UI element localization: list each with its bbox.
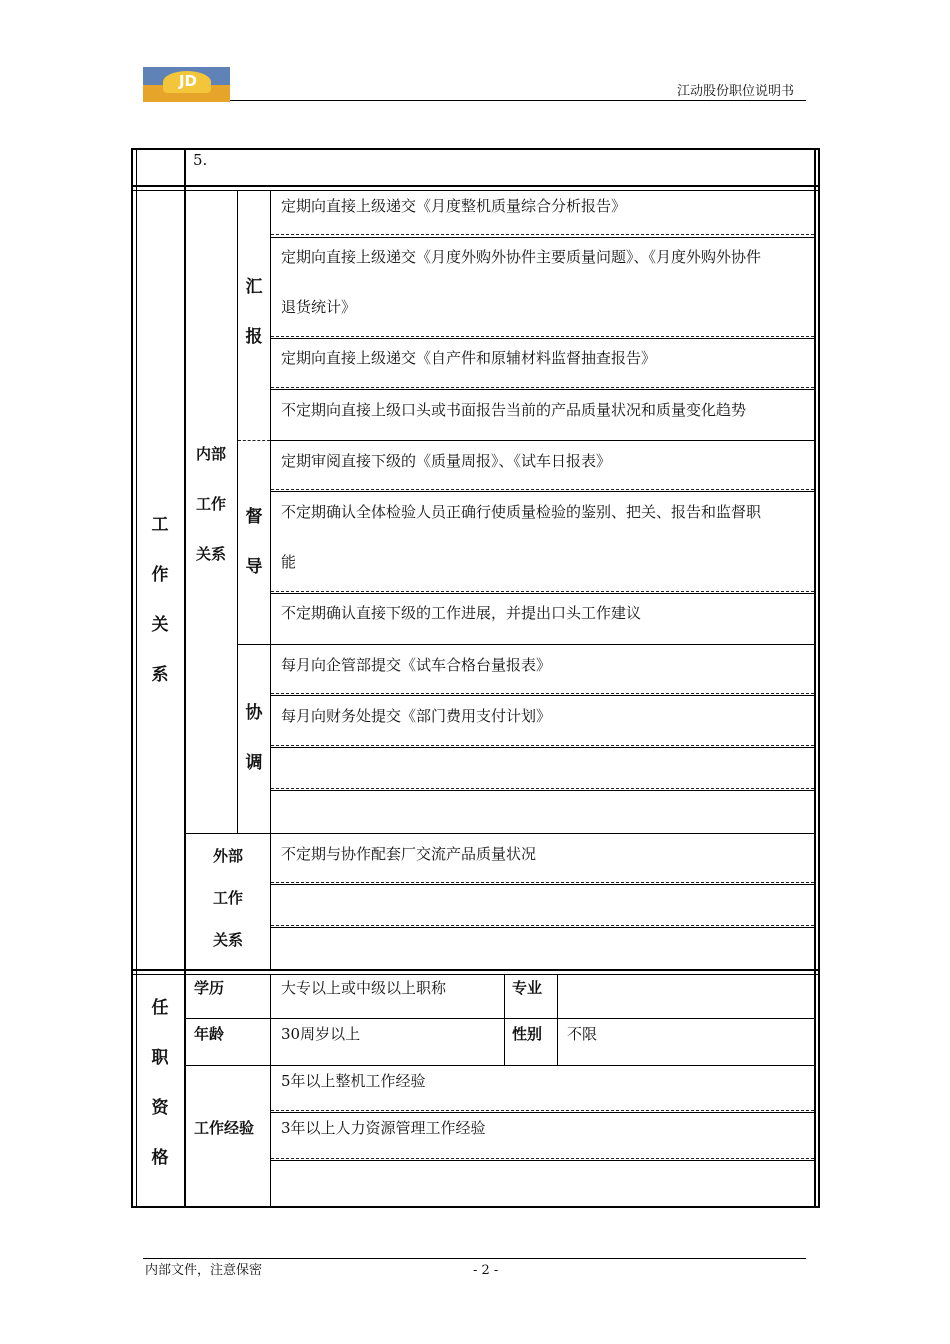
report-label: 汇 报 bbox=[245, 277, 263, 347]
footer-rule bbox=[143, 1258, 806, 1259]
footer-confidential: 内部文件，注意保密 bbox=[145, 1263, 263, 1278]
experience-item-1: 5年以上整机工作经验 bbox=[281, 1072, 426, 1090]
experience-label: 工作经验 bbox=[194, 1119, 255, 1137]
supervise-item-2: 不定期确认全体检验人员正确行使质量检验的鉴别、把关、报告和监督职 bbox=[281, 503, 762, 521]
age-value: 30周岁以上 bbox=[281, 1025, 361, 1043]
qualifications-label: 任 职 资 格 bbox=[151, 998, 169, 1168]
coordinate-item-1: 每月向企管部提交《试车合格台量报表》 bbox=[281, 656, 552, 674]
header-rule bbox=[230, 100, 806, 101]
report-item-3: 定期向直接上级递交《自产件和原辅材料监督抽查报告》 bbox=[281, 349, 657, 367]
coordinate-item-2: 每月向财务处提交《部门费用支付计划》 bbox=[281, 707, 552, 725]
report-item-4: 不定期向直接上级口头或书面报告当前的产品质量状况和质量变化趋势 bbox=[281, 401, 747, 419]
education-label: 学历 bbox=[194, 979, 225, 997]
gender-label: 性别 bbox=[512, 1025, 543, 1043]
education-value: 大专以上或中级以上职称 bbox=[281, 979, 447, 997]
gender-value: 不限 bbox=[567, 1025, 598, 1043]
supervise-label: 督 导 bbox=[245, 507, 263, 577]
supervise-item-1: 定期审阅直接下级的《质量周报》、《试车日报表》 bbox=[281, 452, 612, 470]
report-item-1: 定期向直接上级递交《月度整机质量综合分析报告》 bbox=[281, 197, 627, 215]
top-row-text: 5. bbox=[193, 151, 208, 169]
company-logo bbox=[143, 67, 230, 102]
external-item-1: 不定期与协作配套厂交流产品质量状况 bbox=[281, 845, 537, 863]
supervise-item-3: 不定期确认直接下级的工作进展，并提出口头工作建议 bbox=[281, 604, 642, 622]
logo-text: JD bbox=[178, 72, 198, 90]
external-relations-label: 外部 工作 关系 bbox=[212, 847, 243, 949]
major-label: 专业 bbox=[512, 979, 543, 997]
age-label: 年龄 bbox=[194, 1025, 225, 1043]
experience-item-2: 3年以上人力资源管理工作经验 bbox=[281, 1119, 486, 1137]
supervise-item-2-cont: 能 bbox=[281, 553, 297, 571]
coordinate-label: 协 调 bbox=[245, 703, 263, 773]
work-relations-label: 工 作 关 系 bbox=[151, 515, 169, 685]
document-title: 江动股份职位说明书 bbox=[677, 84, 795, 99]
report-item-2-cont: 退货统计》 bbox=[281, 298, 357, 316]
report-item-2: 定期向直接上级递交《月度外购外协件主要质量问题》、《月度外购外协件 bbox=[281, 248, 762, 266]
page-number: - 2 - bbox=[473, 1263, 499, 1278]
internal-relations-label: 内部 工作 关系 bbox=[195, 445, 226, 563]
